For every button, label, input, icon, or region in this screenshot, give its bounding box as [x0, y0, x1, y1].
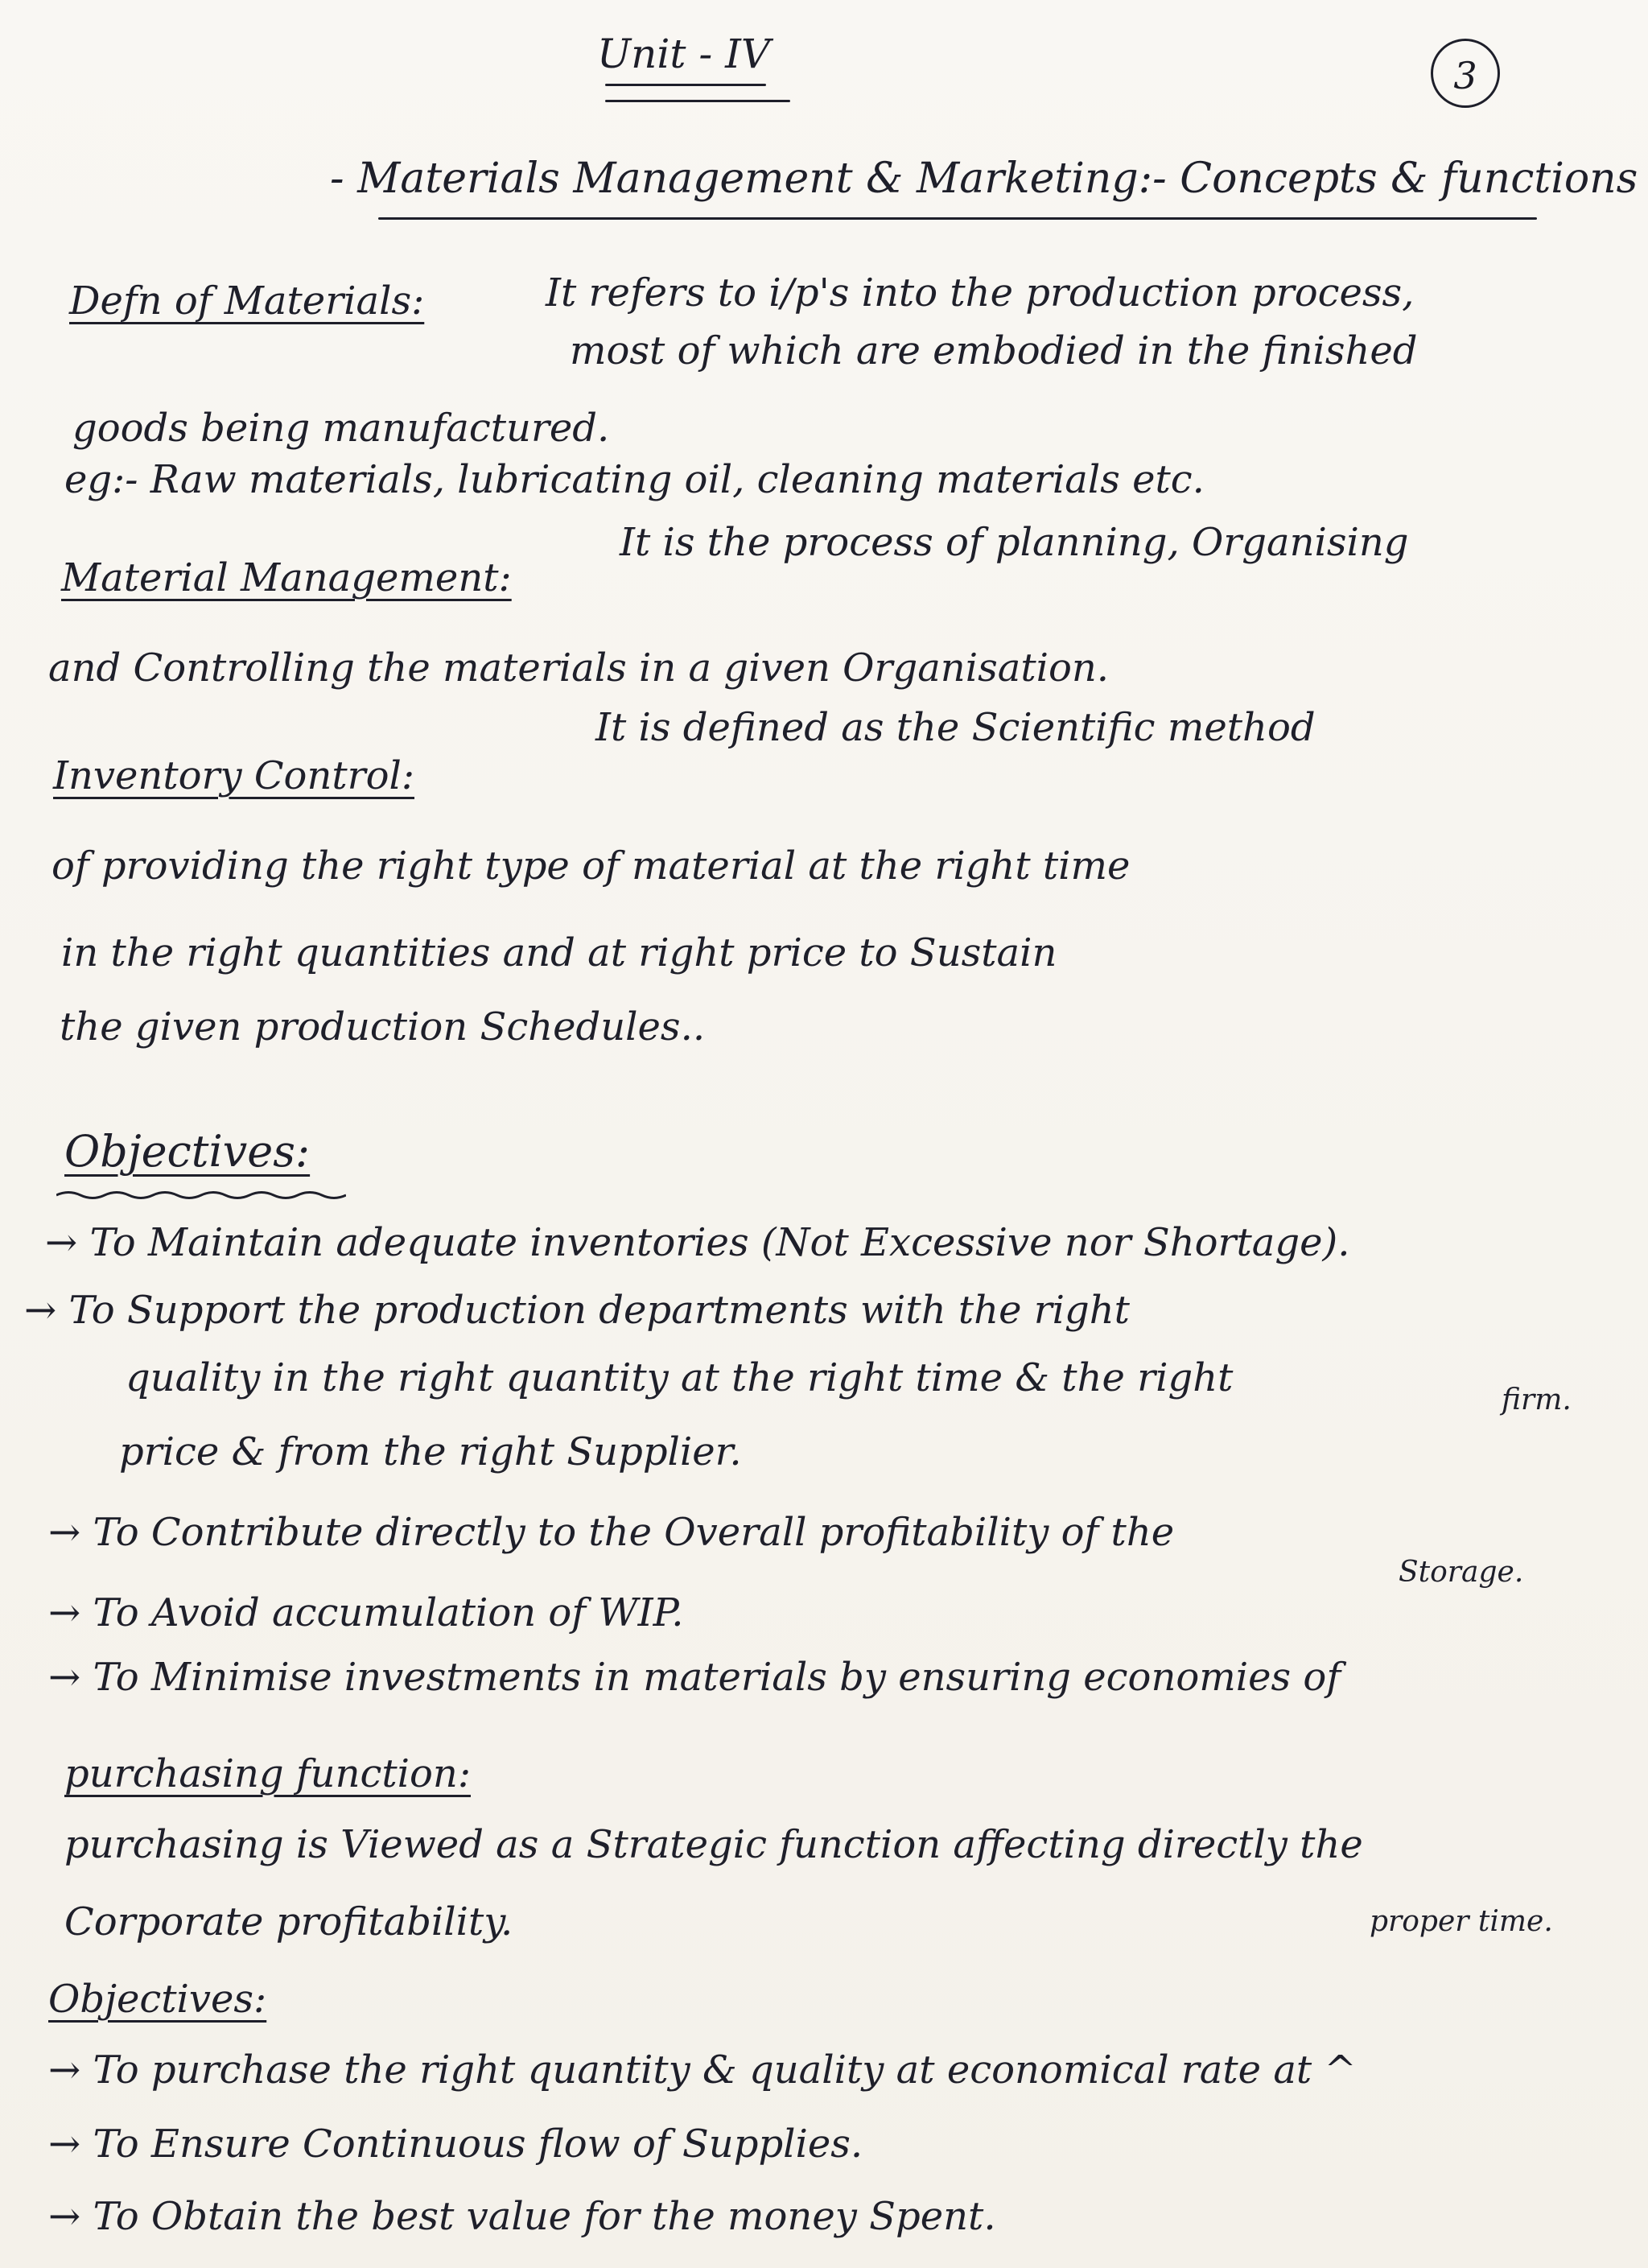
objective-item-1: → To Maintain adequate inventories (Not Excessive nor Shortage).	[45, 1220, 1350, 1265]
material-management-heading: Material Management:	[61, 555, 512, 600]
inventory-control-line-3: in the right quantities and at right price to Sustain	[61, 930, 1057, 975]
title-underline	[378, 217, 1537, 220]
inventory-control-line-2: of providing the right type of material at the right time	[52, 843, 1131, 889]
materials-definition-line-3: goods being manufactured.	[72, 406, 610, 451]
purchasing-function-line-1: purchasing is Viewed as a Strategic function affecting directly the	[64, 1822, 1363, 1867]
purchasing-objective-2: → To Ensure Continuous flow of Supplies.	[48, 2122, 863, 2167]
inventory-control-line-1: It is defined as the Scientific method	[595, 705, 1316, 750]
objective-item-2-cont-1: quality in the right quantity at the right time & the right	[126, 1355, 1234, 1400]
materials-definition-line-2: most of which are embodied in the finished	[570, 328, 1418, 373]
purchasing-function-heading: purchasing function:	[64, 1751, 471, 1796]
inventory-control-heading: Inventory Control:	[53, 753, 415, 798]
objective-item-3: → To Contribute directly to the Overall profitability of the	[48, 1510, 1175, 1555]
materials-definition-line-1: It refers to i/p's into the production process,	[546, 270, 1415, 315]
objective-item-2-cont-2: price & from the right Supplier.	[119, 1429, 742, 1474]
unit-heading: Unit - IV	[597, 31, 770, 77]
page-number: 3	[1453, 54, 1477, 97]
materials-example: eg:- Raw materials, lubricating oil, cleaning materials etc.	[64, 457, 1205, 502]
objectives-wavy-underline	[56, 1190, 346, 1201]
objective-item-5: → To Minimise investments in materials by ensuring economies of	[48, 1655, 1341, 1700]
purchasing-objective-3: → To Obtain the best value for the money Spent.	[48, 2194, 996, 2239]
objective-margin-storage: Storage.	[1399, 1556, 1524, 1589]
purchasing-function-line-2: Corporate profitability.	[64, 1899, 513, 1944]
page-title: - Materials Management & Marketing:- Concepts & functions	[330, 155, 1638, 203]
purchasing-margin-proper-time: proper time.	[1370, 1905, 1553, 1938]
inventory-control-line-4: the given production Schedules..	[60, 1004, 706, 1049]
unit-underline-1	[605, 84, 766, 86]
page-number-circle	[1431, 39, 1500, 108]
purchasing-objectives-heading: Objectives:	[48, 1977, 267, 2022]
material-management-line-2: and Controlling the materials in a given Organisation.	[48, 645, 1110, 691]
unit-underline-2	[605, 100, 790, 102]
materials-definition-heading: Defn of Materials:	[69, 278, 425, 324]
objective-margin-firm: firm.	[1502, 1383, 1572, 1416]
purchasing-objective-1: → To purchase the right quantity & quality at economical rate at ^	[48, 2047, 1357, 2093]
objectives-heading: Objectives:	[64, 1126, 311, 1177]
objective-item-4: → To Avoid accumulation of WIP.	[48, 1590, 684, 1635]
material-management-line-1: It is the process of planning, Organising	[620, 520, 1409, 565]
objective-item-2: → To Support the production departments with the right	[24, 1288, 1130, 1333]
